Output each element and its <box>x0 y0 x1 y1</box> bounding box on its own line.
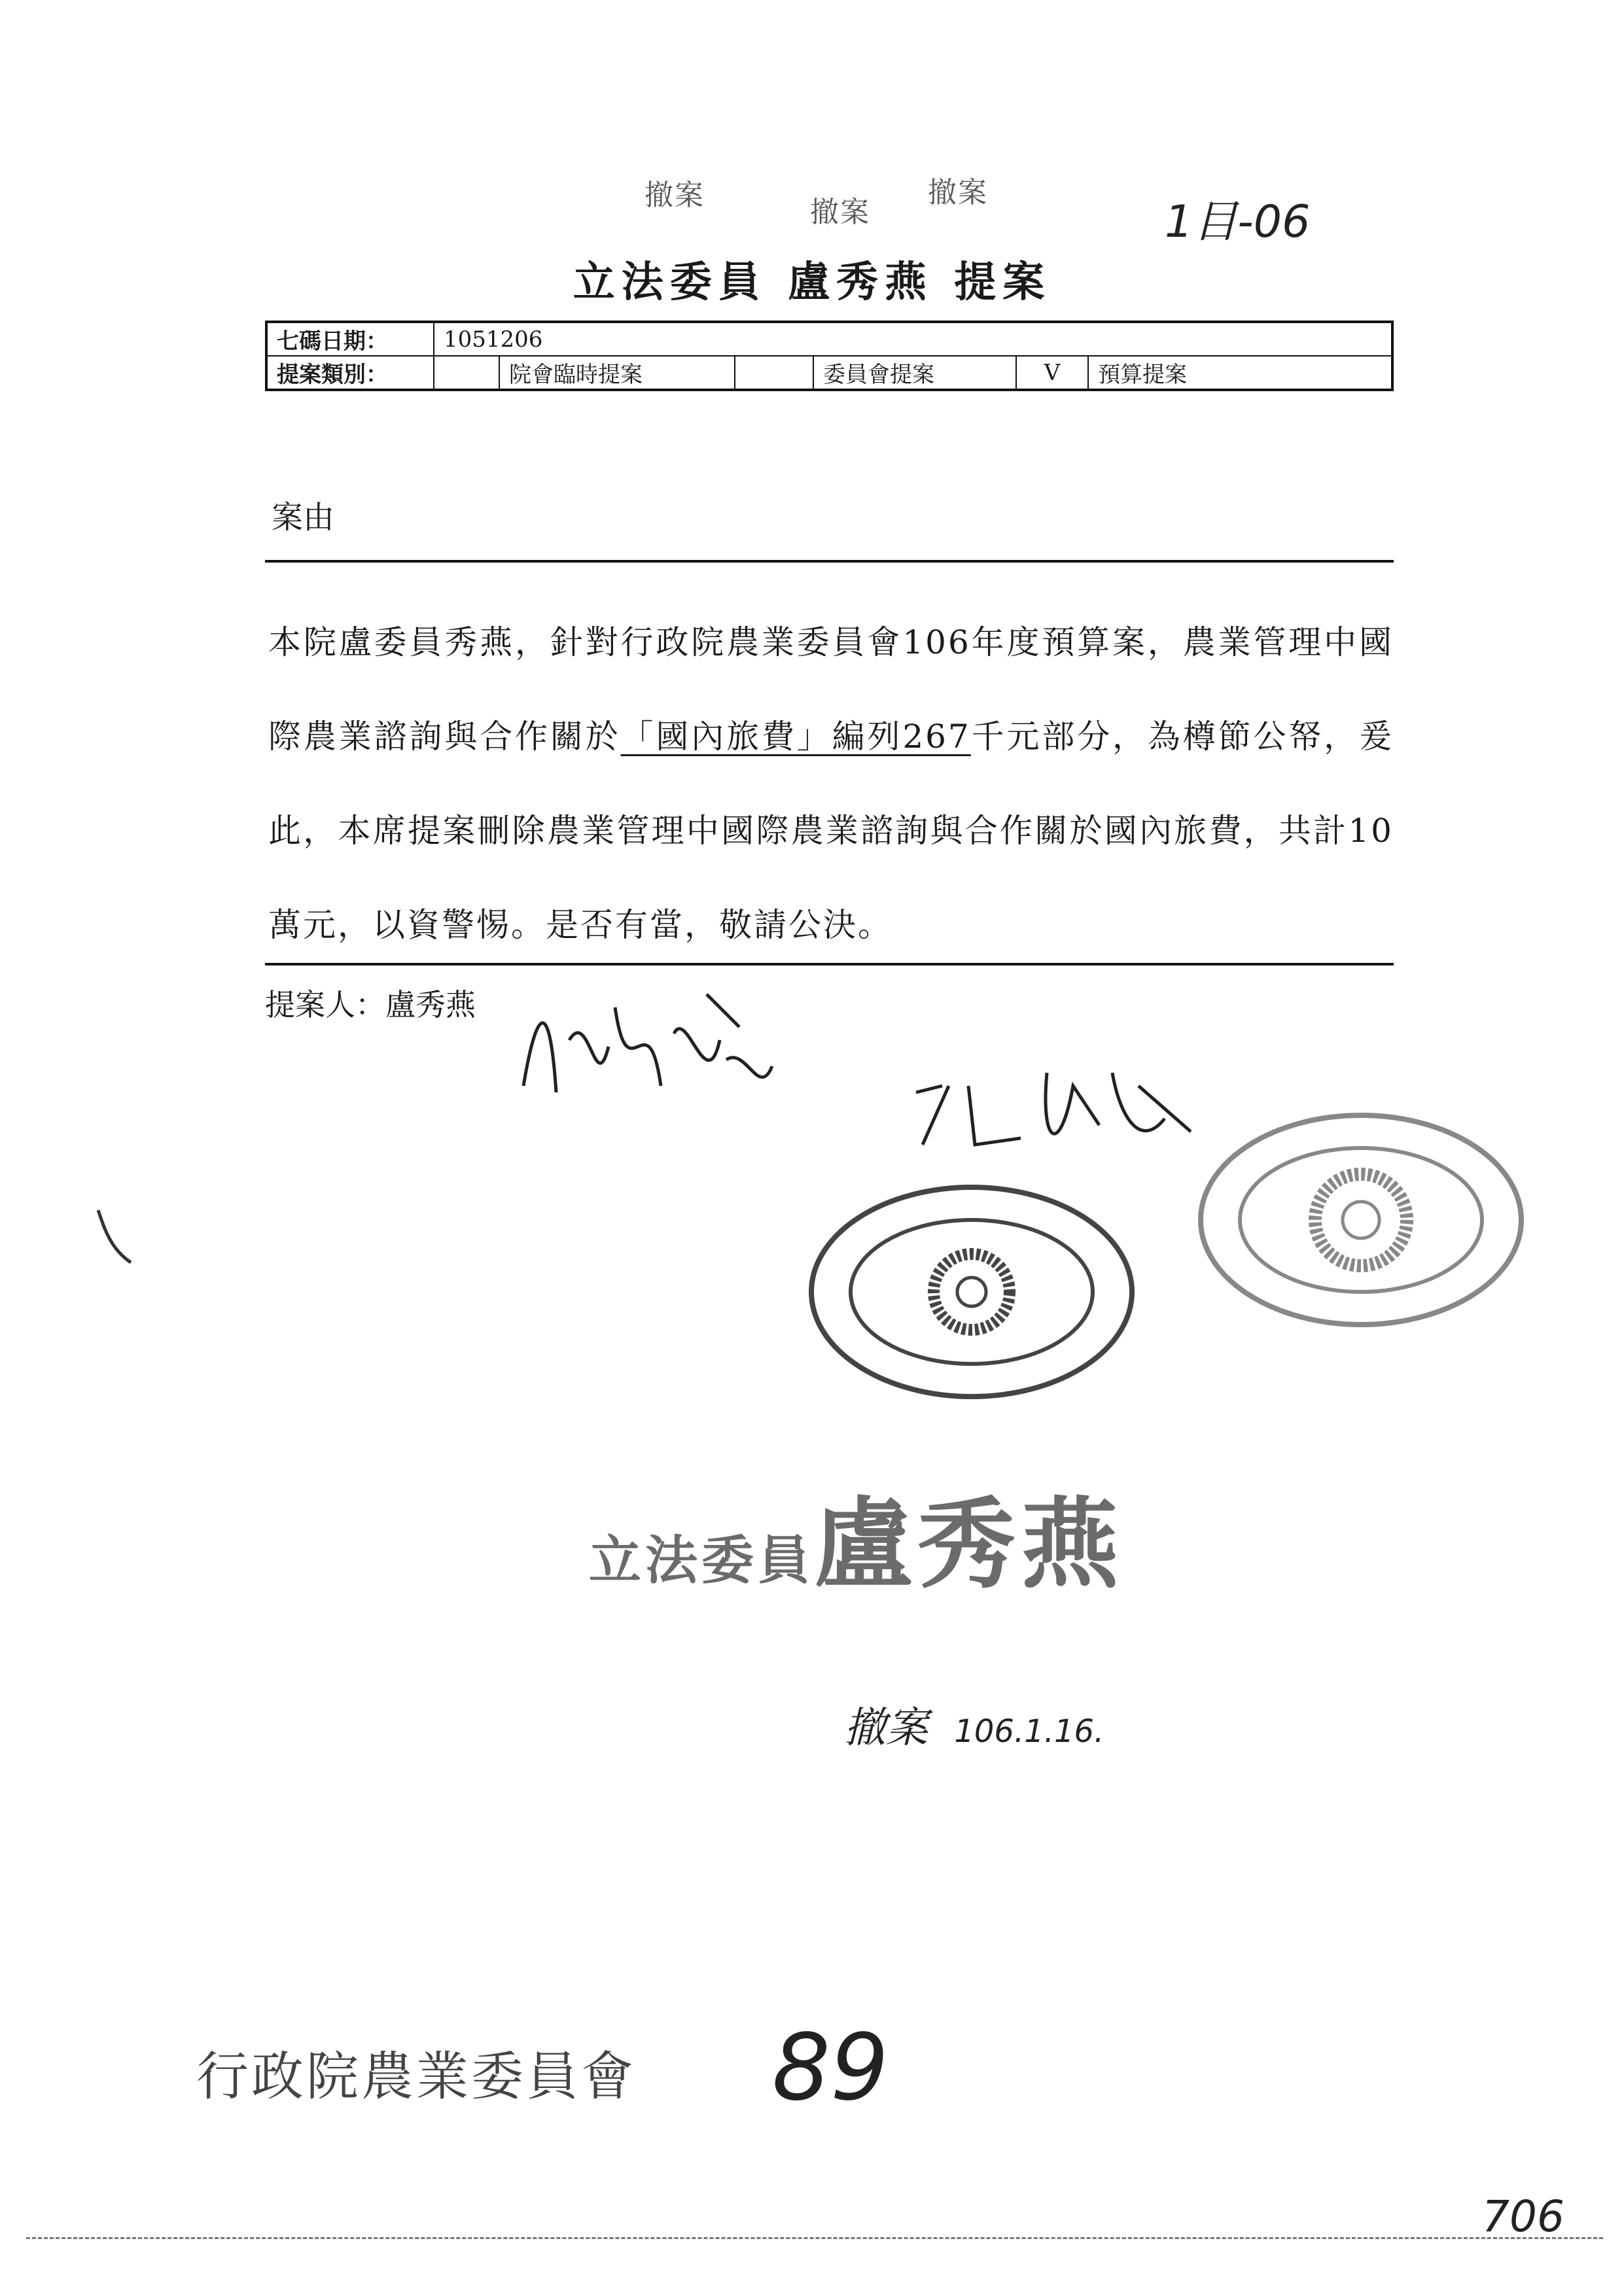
proposer-line: 提案人：盧秀燕 <box>265 987 476 1022</box>
date-label: 七碼日期： <box>266 322 434 356</box>
name-seal-name: 盧秀燕 <box>814 1487 1125 1602</box>
top-divider <box>265 560 1394 563</box>
committee-checkbox-cell <box>735 356 813 390</box>
bottom-divider <box>265 963 1394 965</box>
footer-number: 89 <box>772 2015 889 2121</box>
agency-footer: 行政院農業委員會 <box>196 2046 636 2107</box>
budget-check-mark: V <box>1016 356 1088 390</box>
document-title: 立法委員 盧秀燕 提案 <box>573 258 1051 307</box>
withdrawal-label: 撤案 <box>844 1704 928 1752</box>
date-value: 1051206 <box>434 322 1392 356</box>
withdrawn-stamp-2: 撤案 <box>810 196 870 229</box>
reason-text-after: 千元部分，為樽節公帑，爰此，本席提案刪除農業管理中國際農業諮詢與合作關於國內旅費，共計10萬元，以資警惕。是否有當，敬請公決。 <box>268 718 1394 944</box>
signature-proposer <box>510 968 785 1125</box>
type-label: 提案類別： <box>266 356 434 390</box>
date-row <box>266 322 1392 356</box>
reason-body <box>268 595 1394 972</box>
withdrawn-stamp-3: 撤案 <box>928 176 988 209</box>
legislator-name-seal <box>589 1465 1124 1607</box>
name-seal-title: 立法委員 <box>589 1529 814 1591</box>
withdrawn-stamp-1: 撤案 <box>644 179 705 212</box>
reason-text-before: 本院盧委員秀燕，針對行政院農業委員會106年度預算案，農業管理中國際農業諮詢與合作關於 <box>268 623 1394 756</box>
reason-label: 案由 <box>272 499 335 536</box>
plenary-option: 院會臨時提案 <box>499 356 735 390</box>
withdrawal-date: 106.1.16. <box>954 1713 1104 1750</box>
footer-dotted-line <box>26 2237 1603 2239</box>
withdrawal-note <box>844 1694 1104 1754</box>
legislature-seal-2 <box>1191 1105 1531 1334</box>
handwritten-reference: 1目-06 <box>1165 196 1311 248</box>
plenary-checkbox-cell <box>434 356 499 390</box>
budget-option: 預算提案 <box>1088 356 1392 390</box>
signature-cosigner <box>903 1047 1217 1171</box>
legislature-seal-1 <box>802 1177 1142 1406</box>
page-number: 706 <box>1482 2191 1564 2242</box>
type-row <box>266 356 1392 390</box>
margin-mark <box>79 1204 150 1276</box>
committee-option: 委員會提案 <box>813 356 1016 390</box>
domestic-travel-highlight: 「國內旅費」編列267 <box>620 718 971 756</box>
proposal-info-table <box>265 321 1394 391</box>
